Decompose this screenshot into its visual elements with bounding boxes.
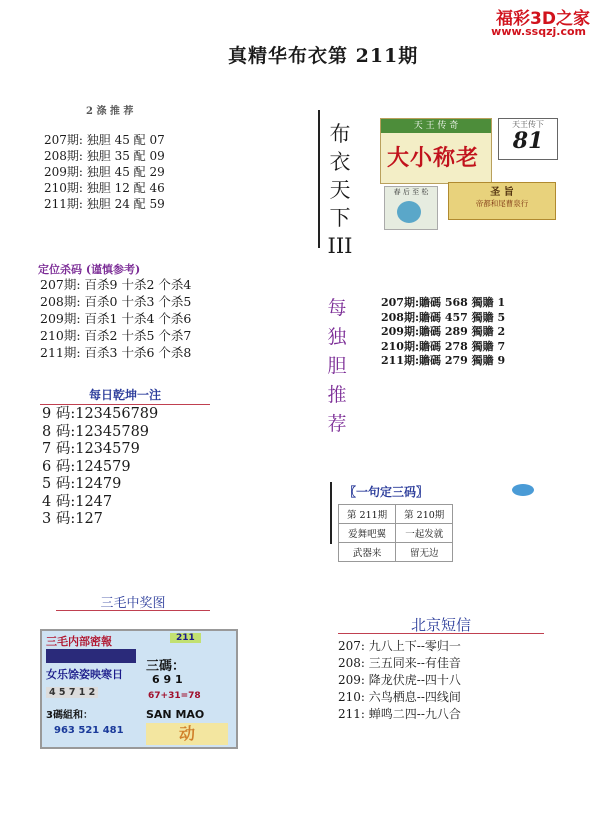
- buyi-char: 天: [329, 178, 351, 202]
- meidu-char: 独: [327, 326, 347, 348]
- qiankun-row: 4 码:1247: [42, 493, 113, 510]
- beijing-row: 210: 六鸟栖息--四线间: [338, 690, 461, 704]
- dingwei-heading: 定位杀码 (谨慎参考): [38, 263, 141, 276]
- beijing-row: 209: 降龙伏虎--四十八: [338, 673, 461, 687]
- meidu-vertical: [324, 294, 350, 439]
- sanmao-digits: 4 5 7 1 2: [46, 687, 98, 698]
- dingwei-row: 211期: 百杀3 十杀6 个杀8: [40, 345, 192, 360]
- sanmao-brand: SAN MAO: [146, 708, 205, 721]
- dudan-row: 211期: 独胆 24 配 59: [44, 197, 165, 211]
- banner-main-text: 大小称老: [387, 145, 480, 171]
- buyi-char: 布: [329, 122, 351, 146]
- sanmao-sum: 67+31=78: [148, 691, 201, 701]
- meidu-char: 每: [327, 297, 347, 319]
- banner-small-card: [498, 118, 558, 160]
- qiankun-row: 3 码:127: [42, 511, 103, 527]
- yiju-col2-header: 第 210期: [396, 505, 453, 524]
- danma-row: 211期:贍碼 279 獨贍 9: [381, 354, 506, 367]
- sanmao-heading-bar: [56, 592, 210, 611]
- buyi-divider: [318, 110, 320, 248]
- beijing-row: 211: 蝉鸣二四--九八合: [338, 707, 461, 721]
- danma-row: 209期:贍碼 289 獨贍 2: [381, 325, 506, 338]
- sanmao-char: 动: [178, 724, 195, 743]
- dudan-row: 210期: 独胆 12 配 46: [44, 181, 165, 195]
- yiju-table: [338, 504, 453, 562]
- buyi-char: 下: [329, 206, 351, 230]
- qiankun-heading-bar: [40, 386, 210, 405]
- globe-icon: [512, 484, 534, 496]
- yiju-heading: 〖一句定三码〗: [344, 485, 429, 499]
- qiankun-row: 9 码:123456789: [42, 406, 159, 422]
- banner-top-label: 天 王 传 奇: [381, 119, 491, 133]
- yiju-cell: 武器来: [339, 543, 396, 562]
- yiju-divider: [330, 482, 332, 544]
- beijing-row: 207: 九八上下--零归一: [338, 639, 461, 653]
- dingwei-row: 208期: 百杀0 十杀3 个杀5: [40, 294, 192, 309]
- dudan-row: 207期: 独胆 45 配 07: [44, 133, 165, 147]
- dingwei-row: 207期: 百杀9 十杀2 个杀4: [40, 277, 192, 292]
- logo-icon: [397, 201, 421, 223]
- buyi-vertical: [327, 120, 353, 260]
- sanmao-heading: 三毛中奖图: [100, 596, 166, 611]
- banner-seal: [448, 182, 556, 220]
- yiju-cell: 爱舞吧翼: [339, 524, 396, 543]
- dudan-row: 209期: 独胆 45 配 29: [44, 165, 165, 179]
- sanmao-decor-bar: [46, 649, 136, 663]
- dudan-row: 208期: 独胆 35 配 09: [44, 149, 165, 163]
- buyi-char: 衣: [329, 150, 351, 174]
- qiankun-heading: 每日乾坤一注: [88, 388, 161, 402]
- beijing-list: [338, 638, 461, 723]
- danma-row: 210期:贍碼 278 獨贍 7: [381, 339, 506, 353]
- dingwei-row: 209期: 百杀1 十杀4 个杀6: [40, 311, 192, 326]
- banner-main-card: [380, 118, 492, 184]
- sanmao-card: [40, 629, 238, 749]
- beijing-row: 208: 三五同来--有佳音: [338, 656, 461, 670]
- meidu-char: 胆: [327, 355, 347, 377]
- yiju-cell: 一起发就: [396, 524, 453, 543]
- danma-row: 208期:贍碼 457 獨贍 5: [381, 310, 506, 324]
- meidu-char: 荐: [327, 413, 347, 435]
- dudan-heading: 2 涤 推 荐: [86, 106, 134, 117]
- yiju-cell: 留无边: [396, 543, 453, 562]
- banner-handwritten: 81: [512, 128, 544, 154]
- sanmao-banner-text: 女乐馀姿映寒日: [46, 668, 123, 681]
- qiankun-list: [42, 406, 158, 529]
- sanmao-zuhe-label: 3碼組和：: [46, 710, 93, 721]
- sanmao-header-num: 211: [170, 633, 201, 643]
- dingwei-list: [40, 276, 191, 361]
- banner-left-bottom: 春 后 至 松: [393, 188, 429, 196]
- meidu-char: 推: [327, 384, 347, 406]
- danma-row: 207期:贍碼 568 獨贍 1: [381, 296, 506, 309]
- qiankun-row: 6 码:124579: [42, 458, 131, 475]
- danma-list: [381, 296, 505, 369]
- yiju-col1-header: 第 211期: [339, 505, 396, 524]
- qiankun-row: 7 码:1234579: [42, 441, 140, 457]
- brand-name: 福彩3D之家: [496, 9, 590, 29]
- dingwei-row: 210期: 百杀2 十杀5 个杀7: [40, 328, 192, 343]
- sanmao-sanma-value: 6 9 1: [152, 673, 183, 686]
- banner-small-top: 天王传下: [512, 120, 544, 129]
- beijing-heading-bar: [338, 614, 544, 634]
- beijing-heading: 北京短信: [410, 616, 471, 634]
- sanmao-header-left: 三毛内部密報: [46, 635, 112, 648]
- dudan-list: [44, 132, 165, 212]
- page-title: 真精华布衣第 211期: [228, 45, 419, 67]
- banner-photo: [384, 186, 438, 230]
- banner-seal-bottom: 帝都和尾曹泉行: [475, 199, 529, 208]
- sanmao-sanma-label: 三碼：: [146, 659, 186, 674]
- sanmao-card-footer: [146, 723, 228, 745]
- qiankun-row: 8 码:12345789: [42, 423, 150, 440]
- brand-url: www.ssqzj.com: [491, 25, 586, 38]
- buyi-char: III: [327, 234, 353, 258]
- qiankun-row: 5 码:12479: [42, 476, 122, 492]
- banner-seal-top: 圣 旨: [490, 187, 514, 198]
- sanmao-zuhe-value: 963 521 481: [54, 725, 124, 736]
